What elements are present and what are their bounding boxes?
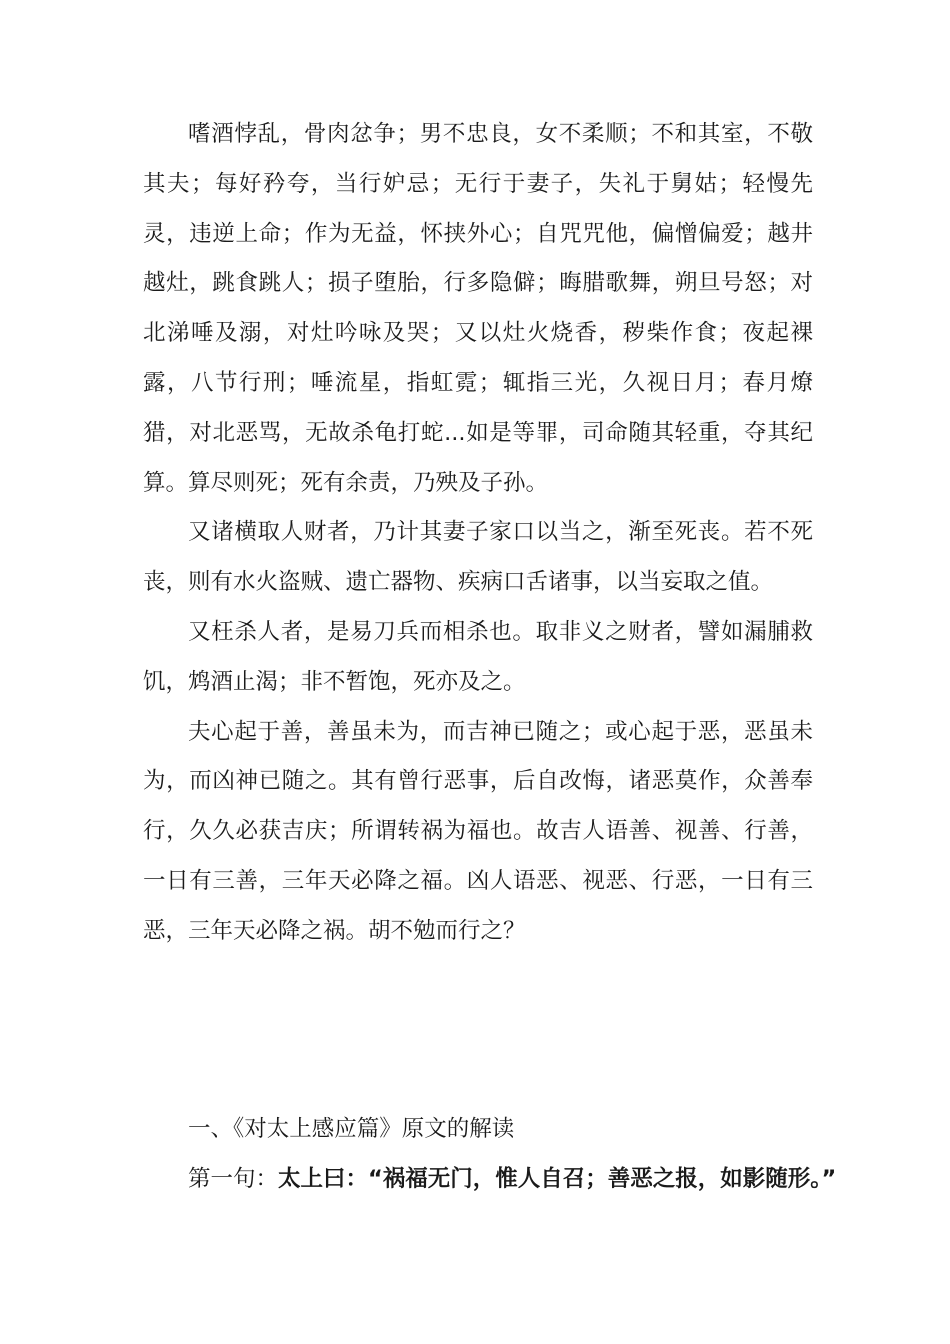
first-sentence-quote: 太上曰：“祸福无门，惟人自召；善恶之报，如影随形。”: [278, 1165, 837, 1192]
first-sentence-line: [143, 1155, 837, 1205]
body-text: [143, 110, 813, 957]
first-sentence-label: 第一句：: [188, 1165, 279, 1192]
paragraph-1: 嗜酒悖乱，骨肉忿争；男不忠良，女不柔顺；不和其室，不敬其夫；每好矜夸，当行妒忌；无行于妻子，失礼于舅姑；轻慢先灵，违逆上命；作为无益，怀挟外心；自咒咒他，偏憎偏爱；越井越灶，跳食跳人；损子堕胎，行多隐僻；晦腊歌舞，朔旦号怒；对北涕唾及溺，对灶吟咏及哭；又以灶火烧香，秽柴作食；夜起裸露，八节行刑；唾流星，指虹霓；辄指三光，久视日月；春月燎猎，对北恶骂，无故杀龟打蛇...如是等罪，司命随其轻重，夺其纪算。算尽则死；死有余责，乃殃及子孙。: [143, 121, 813, 496]
paragraph-3: 又枉杀人者，是易刀兵而相杀也。取非义之财者，譬如漏脯救饥，鸩酒止渴；非不暂饱，死亦及之。: [143, 618, 813, 695]
section-heading: 一、《对太上感应篇》原文的解读: [188, 1116, 515, 1142]
interpretation-section: [143, 1105, 837, 1205]
paragraph-4: 夫心起于善，善虽未为，而吉神已随之；或心起于恶，恶虽未为，而凶神已随之。其有曾行恶事，后自改悔，诸恶莫作，众善奉行，久久必获吉庆；所谓转祸为福也。故吉人语善、视善、行善，一日有三善，三年天必降之福。凶人语恶、视恶、行恶，一日有三恶，三年天必降之祸。胡不勉而行之？: [143, 718, 813, 944]
paragraph-2: 又诸横取人财者，乃计其妻子家口以当之，渐至死丧。若不死丧，则有水火盗贼、遗亡器物、疾病口舌诸事，以当妄取之值。: [143, 519, 813, 596]
